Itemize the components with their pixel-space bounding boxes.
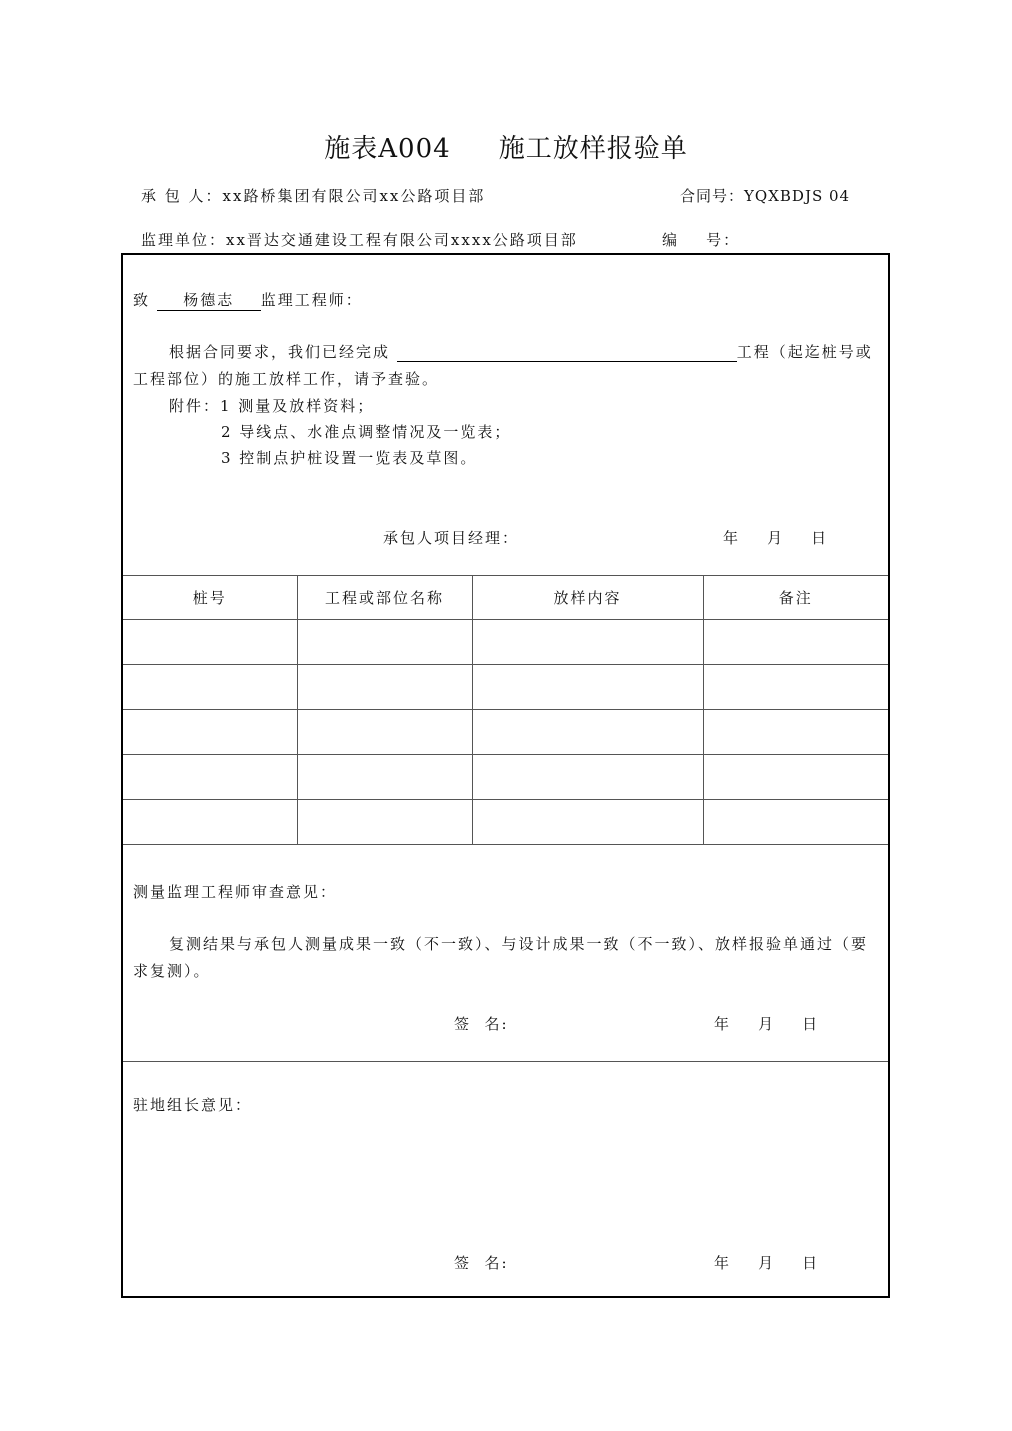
table-cell[interactable] [297,755,472,800]
leader-sign-label: 签 名: [454,1254,509,1272]
table-cell[interactable] [123,800,297,845]
body-text-a: 根据合同要求，我们已经完成 [169,343,391,361]
attachment-3: 3 控制点护桩设置一览表及草图。 [221,449,478,467]
body-text-b: 工程（起迄桩号或 [736,343,873,361]
table-cell[interactable] [123,620,297,665]
manager-date: 年 月 日 [723,529,829,547]
review-body-line1: 复测结果与承包人测量成果一致（不一致）、与设计成果一致（不一致）、放样报验单通过（要 [169,935,869,953]
serial-label: 编 号： [662,231,741,249]
table-cell[interactable] [472,755,703,800]
request-body-line1 [169,341,873,362]
table-cell[interactable] [123,755,297,800]
table-cell[interactable] [472,665,703,710]
attachment-1: 附件：1 测量及放样资料； [169,397,375,415]
review-title: 测量监理工程师审查意见： [133,883,338,901]
table-row [123,800,888,845]
table-cell[interactable] [703,665,888,710]
leader-title: 驻地组长意见： [133,1096,253,1114]
col-header-remark: 备注 [703,575,888,620]
table-cell[interactable] [472,620,703,665]
table-cell[interactable] [123,710,297,755]
table-cell[interactable] [297,620,472,665]
table-row [123,620,888,665]
leader-date: 年 月 日 [714,1254,820,1272]
contract-no-label: 合同号： [680,187,745,205]
table-cell[interactable] [472,710,703,755]
table-cell[interactable] [297,665,472,710]
contract-no-line [680,185,850,206]
review-sign-label: 签 名: [454,1015,509,1033]
table-cell[interactable] [297,710,472,755]
stakeout-table [123,575,888,845]
table-header-row [123,575,888,620]
table-cell[interactable] [703,710,888,755]
supervisor-value: xx晋达交通建设工程有限公司xxxx公路项目部 [226,231,578,249]
table-row [123,665,888,710]
form-name: 施工放样报验单 [498,134,688,164]
col-header-content: 放样内容 [472,575,703,620]
col-header-stake: 桩号 [123,575,297,620]
table-cell[interactable] [703,755,888,800]
supervisor-label: 监理单位： [141,231,227,249]
review-body-line2: 求复测）。 [133,962,211,980]
table-row [123,755,888,800]
request-body-line2: 工程部位）的施工放样工作，请予查验。 [133,370,440,388]
page-title [0,128,1012,165]
table-cell[interactable] [703,620,888,665]
project-blank [397,343,737,362]
to-suffix: 监理工程师： [260,291,363,309]
attachment-2: 2 导线点、水准点调整情况及一览表； [221,423,512,441]
contractor-label: 承 包 人： [141,187,223,205]
table-cell[interactable] [703,800,888,845]
contractor-line [141,185,485,206]
divider [123,1061,888,1062]
supervisor-line [141,229,578,250]
table-cell[interactable] [297,800,472,845]
table-row [123,710,888,755]
table-cell[interactable] [472,800,703,845]
review-date: 年 月 日 [714,1015,820,1033]
form-frame [121,253,890,1298]
table-cell[interactable] [123,665,297,710]
engineer-name: 杨德志 [157,289,261,311]
contract-no-value: YQXBDJS 04 [744,187,851,205]
addressee-line [133,289,363,311]
manager-label: 承包人项目经理： [383,529,520,547]
col-header-part: 工程或部位名称 [297,575,472,620]
to-prefix: 致 [133,291,151,309]
contractor-value: xx路桥集团有限公司xx公路项目部 [222,187,486,205]
form-code: 施表A004 [324,134,451,164]
